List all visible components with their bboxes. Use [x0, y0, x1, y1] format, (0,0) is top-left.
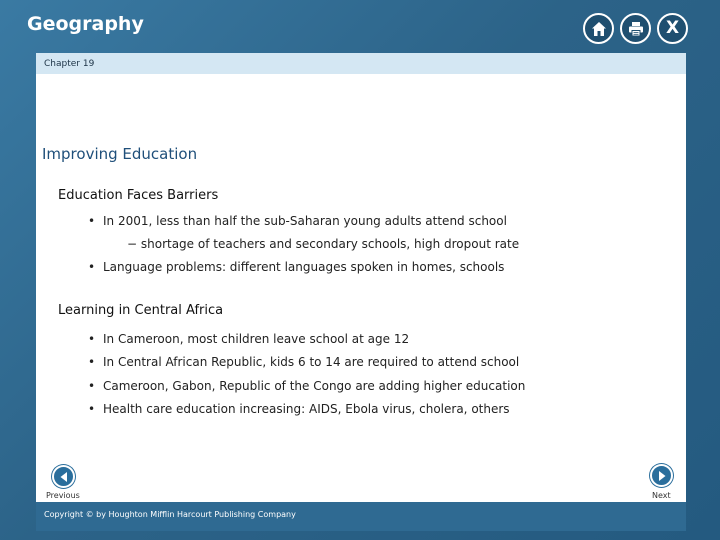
- arrow-left-icon: [58, 471, 70, 483]
- close-button[interactable]: [657, 13, 688, 44]
- bullet-text: Language problems: different languages spoken in homes, schools: [103, 260, 505, 274]
- copyright-text: Copyright © by Houghton Mifflin Harcourt Publishing Company: [44, 510, 296, 519]
- bullet-item: [88, 402, 510, 416]
- previous-label[interactable]: Previous: [46, 491, 80, 500]
- bullet-text: Health care education increasing: AIDS, Ebola virus, cholera, others: [103, 402, 510, 416]
- section-heading: Education Faces Barriers: [58, 188, 219, 203]
- bullet-text: Cameroon, Gabon, Republic of the Congo are adding higher education: [103, 379, 526, 393]
- chapter-label: Chapter 19: [44, 59, 95, 69]
- home-icon: [590, 20, 608, 38]
- bullet-dot: •: [88, 332, 96, 346]
- bullet-item: [88, 355, 519, 369]
- bullet-item: [88, 260, 504, 274]
- bullet-text: In Cameroon, most children leave school at age 12: [103, 332, 410, 346]
- slide-panel: [36, 53, 686, 531]
- slide-title: Improving Education: [42, 145, 198, 163]
- app-title: Geography: [27, 13, 144, 35]
- next-label[interactable]: Next: [652, 491, 671, 500]
- bullet-text: In 2001, less than half the sub-Saharan young adults attend school: [103, 214, 507, 228]
- bullet-dot: •: [88, 260, 96, 274]
- home-button[interactable]: [583, 13, 614, 44]
- bullet-item: [88, 332, 409, 346]
- bullet-dot: •: [88, 402, 96, 416]
- top-toolbar: [583, 13, 688, 44]
- footer-bar: [36, 502, 686, 531]
- bullet-dot: •: [88, 214, 96, 228]
- section-heading: Learning in Central Africa: [58, 303, 224, 318]
- previous-button[interactable]: [52, 465, 75, 488]
- sub-bullet-text: − shortage of teachers and secondary schools, high dropout rate: [127, 237, 520, 251]
- print-button[interactable]: [620, 13, 651, 44]
- next-button[interactable]: [650, 464, 673, 487]
- bullet-item: [88, 214, 507, 228]
- bullet-text: In Central African Republic, kids 6 to 14 are required to attend school: [103, 355, 520, 369]
- close-icon: X: [665, 18, 680, 38]
- bullet-item: [88, 379, 525, 393]
- bullet-dot: •: [88, 355, 96, 369]
- print-icon: [627, 20, 645, 38]
- bullet-dot: •: [88, 379, 96, 393]
- chapter-bar: [36, 53, 686, 74]
- arrow-right-icon: [656, 470, 668, 482]
